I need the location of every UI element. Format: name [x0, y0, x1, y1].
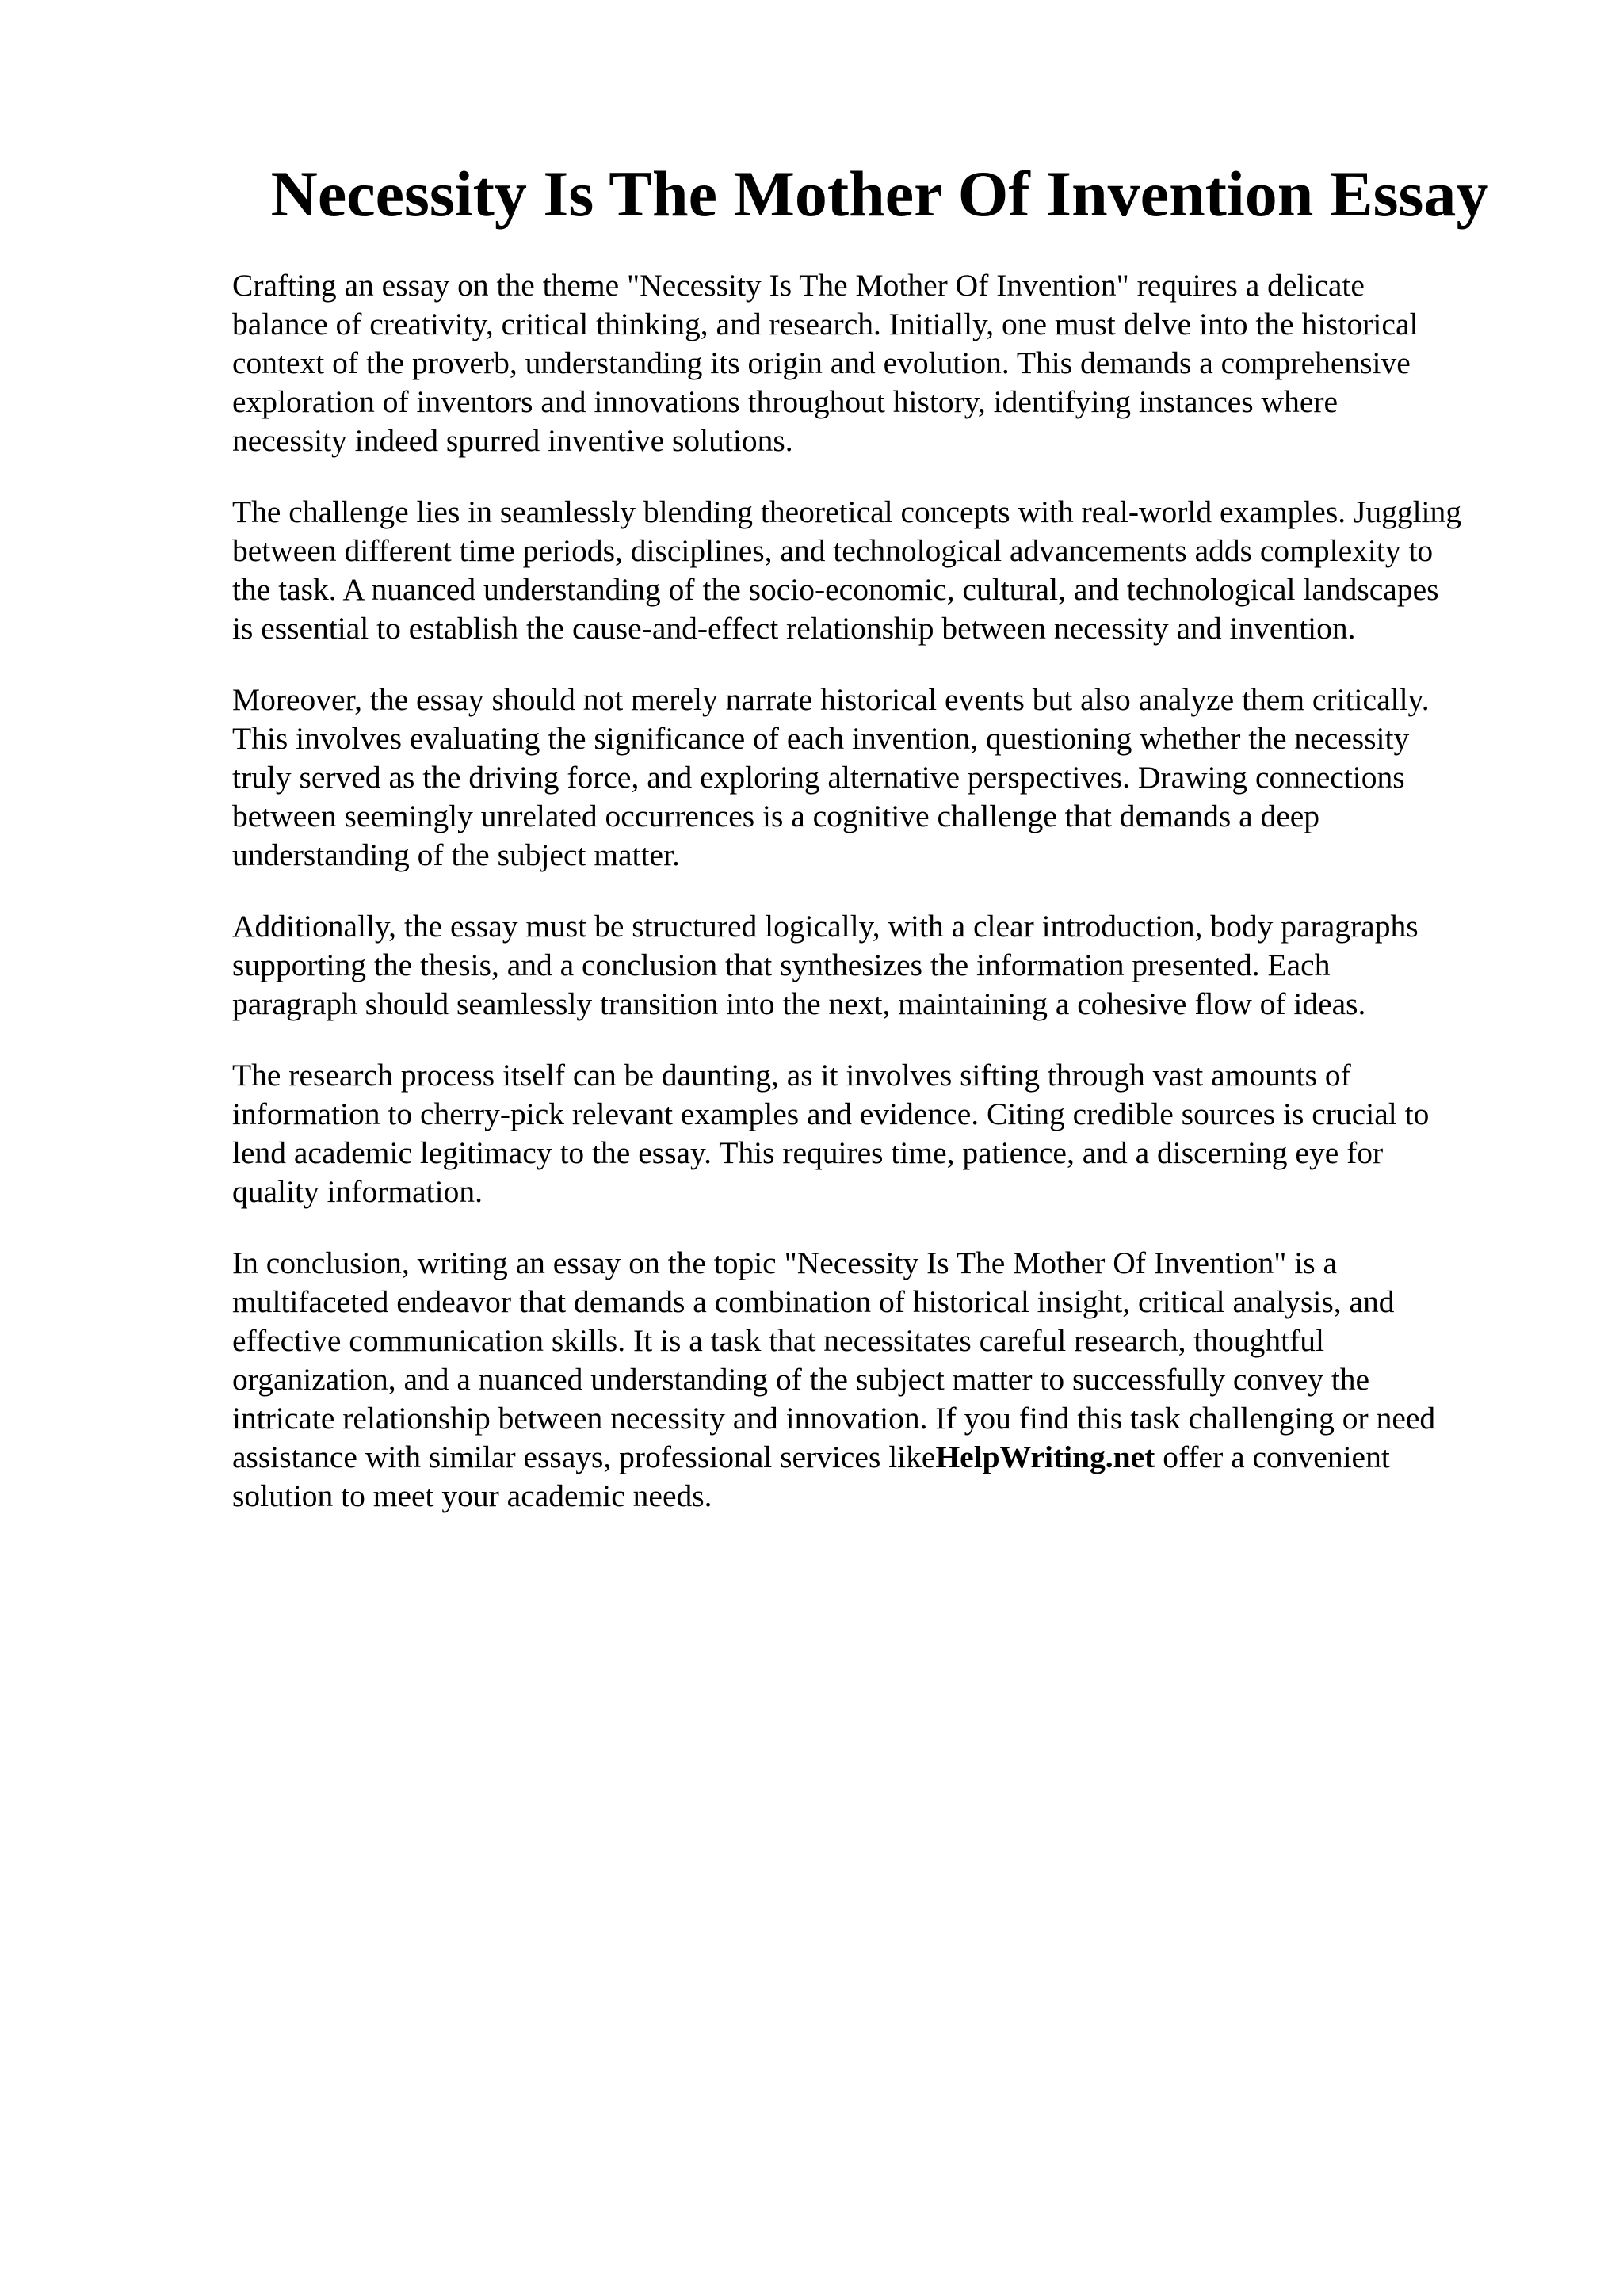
- text-line: supporting the thesis, and a conclusion that synthesizes the information presented. Each: [232, 948, 1331, 982]
- paragraph-4: [232, 907, 1532, 1024]
- text-line: balance of creativity, critical thinking, and research. Initially, one must delve into the historical: [232, 307, 1419, 341]
- link-line-suffix: offer a convenient: [1155, 1440, 1390, 1474]
- text-line: context of the proverb, understanding its origin and evolution. This demands a comprehensive: [232, 345, 1411, 380]
- text-line: between different time periods, disciplines, and technological advancements adds complexity to: [232, 533, 1434, 568]
- text-line: This involves evaluating the significance of each invention, questioning whether the necessity: [232, 721, 1410, 756]
- paragraph-1: [232, 266, 1532, 460]
- text-line: The challenge lies in seamlessly blending theoretical concepts with real-world examples. Juggling: [232, 494, 1462, 529]
- text-line: information to cherry-pick relevant examples and evidence. Citing credible sources is crucial to: [232, 1097, 1430, 1131]
- text-line: Moreover, the essay should not merely narrate historical events but also analyze them critically.: [232, 682, 1430, 717]
- text-line: solution to meet your academic needs.: [232, 1478, 712, 1513]
- text-line: paragraph should seamlessly transition into the next, maintaining a cohesive flow of ideas.: [232, 986, 1366, 1021]
- link-line-prefix: assistance with similar essays, professional services like: [232, 1440, 936, 1474]
- paragraph-6: [232, 1244, 1532, 1516]
- text-line: the task. A nuanced understanding of the socio-economic, cultural, and technological landscapes: [232, 572, 1439, 607]
- text-line: Additionally, the essay must be structured logically, with a clear introduction, body paragraphs: [232, 909, 1419, 944]
- essay-body: [232, 266, 1532, 1548]
- text-line: multifaceted endeavor that demands a combination of historical insight, critical analysis, and: [232, 1284, 1395, 1319]
- text-line: The research process itself can be daunting, as it involves sifting through vast amounts of: [232, 1058, 1351, 1093]
- text-line: effective communication skills. It is a task that necessitates careful research, thoughtful: [232, 1323, 1325, 1358]
- text-line: intricate relationship between necessity and innovation. If you find this task challenging or need: [232, 1401, 1436, 1436]
- helpwriting-brand-text: HelpWriting.net: [935, 1440, 1155, 1474]
- paragraph-3: [232, 681, 1532, 875]
- text-line: Crafting an essay on the theme "Necessity Is The Mother Of Invention" requires a delicate: [232, 268, 1365, 303]
- paragraph-5: [232, 1056, 1532, 1211]
- text-line: lend academic legitimacy to the essay. This requires time, patience, and a discerning eye for: [232, 1135, 1384, 1170]
- text-line: quality information.: [232, 1174, 483, 1209]
- text-line: truly served as the driving force, and exploring alternative perspectives. Drawing connections: [232, 760, 1405, 795]
- document-title: Necessity Is The Mother Of Invention Essay: [270, 158, 1489, 230]
- text-line: is essential to establish the cause-and-effect relationship between necessity and invention.: [232, 611, 1356, 646]
- text-line: In conclusion, writing an essay on the topic "Necessity Is The Mother Of Invention" is a: [232, 1245, 1337, 1280]
- text-line: between seemingly unrelated occurrences is a cognitive challenge that demands a deep: [232, 799, 1320, 833]
- text-line-with-brand: [232, 1438, 1532, 1477]
- text-line: exploration of inventors and innovations throughout history, identifying instances where: [232, 384, 1338, 419]
- text-line: organization, and a nuanced understanding of the subject matter to successfully convey the: [232, 1362, 1370, 1397]
- text-line: understanding of the subject matter.: [232, 837, 680, 872]
- paragraph-2: [232, 493, 1532, 648]
- text-line: necessity indeed spurred inventive solutions.: [232, 423, 793, 458]
